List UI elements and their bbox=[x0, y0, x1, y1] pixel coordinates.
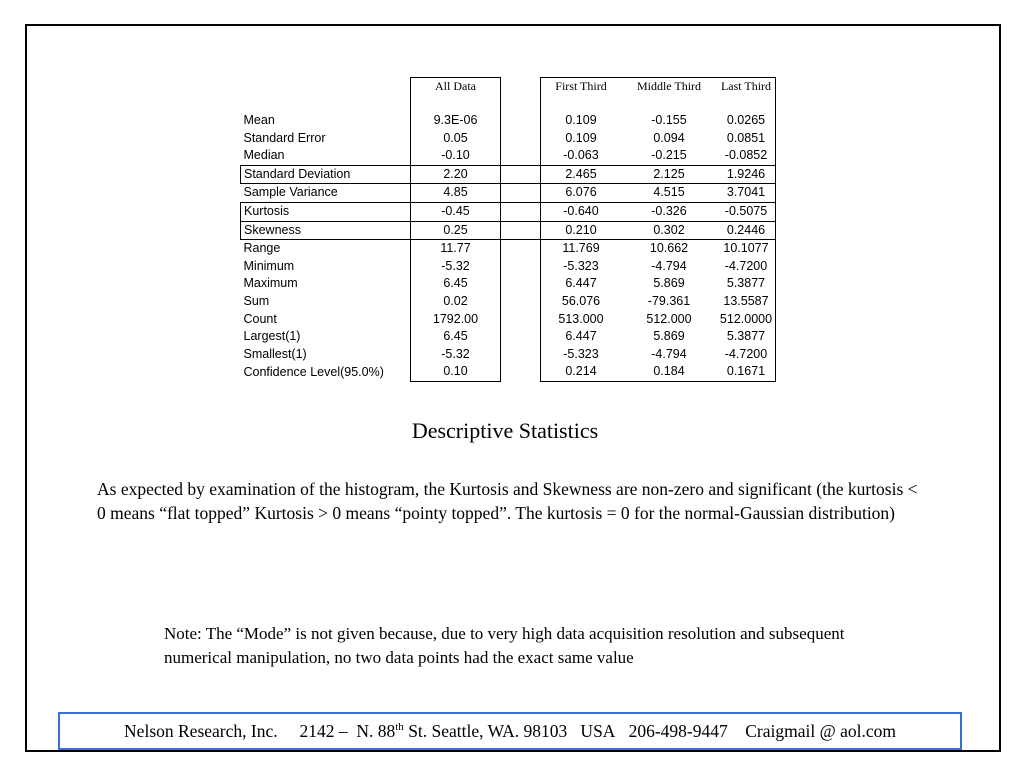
cell-first-third: -5.323 bbox=[541, 258, 622, 276]
spacer-all bbox=[411, 96, 501, 112]
table-row bbox=[241, 147, 776, 165]
cell-last-third: 13.5587 bbox=[717, 293, 776, 311]
cell-first-third: 6.076 bbox=[541, 184, 622, 203]
spacer-gap bbox=[501, 96, 541, 112]
table-row bbox=[241, 112, 776, 130]
cell-gap bbox=[501, 275, 541, 293]
descriptive-statistics-table bbox=[240, 77, 776, 382]
cell-gap bbox=[501, 346, 541, 364]
cell-all-data: 0.02 bbox=[411, 293, 501, 311]
footer-address: 2142 – N. 88th St. Seattle, WA. 98103 USA bbox=[299, 720, 616, 741]
cell-last-third: 5.3877 bbox=[717, 328, 776, 346]
header-label bbox=[241, 78, 411, 97]
cell-middle-third: 0.302 bbox=[621, 221, 717, 240]
table-row bbox=[241, 293, 776, 311]
cell-last-third: 0.2446 bbox=[717, 221, 776, 240]
cell-gap bbox=[501, 130, 541, 148]
cell-gap bbox=[501, 293, 541, 311]
table-row bbox=[241, 165, 776, 184]
footer-contact-bar bbox=[58, 712, 962, 750]
row-label: Range bbox=[243, 241, 281, 256]
cell-last-third: 0.0851 bbox=[717, 130, 776, 148]
cell-first-third: 513.000 bbox=[541, 311, 622, 329]
header-middle-third: Middle Third bbox=[621, 78, 717, 97]
table-row bbox=[241, 328, 776, 346]
table-row bbox=[241, 311, 776, 329]
cell-first-third: 2.465 bbox=[541, 165, 622, 184]
cell-middle-third: -4.794 bbox=[651, 346, 687, 361]
row-label: Sample Variance bbox=[243, 185, 338, 200]
cell-middle-third: -0.326 bbox=[621, 202, 717, 221]
cell-gap bbox=[501, 184, 541, 203]
footer-company: Nelson Research, Inc. bbox=[124, 720, 278, 741]
row-label: Largest(1) bbox=[243, 329, 301, 344]
cell-last-third: -0.5075 bbox=[717, 202, 776, 221]
cell-first-third: -5.323 bbox=[541, 346, 622, 364]
cell-all-data: 0.25 bbox=[411, 221, 501, 240]
spacer-middle bbox=[621, 96, 717, 112]
cell-last-third: -4.7200 bbox=[717, 258, 776, 276]
cell-middle-third: 5.869 bbox=[653, 329, 685, 344]
cell-first-third: 0.109 bbox=[541, 112, 622, 130]
row-label: Mean bbox=[243, 113, 275, 127]
cell-last-third: 5.3877 bbox=[717, 275, 776, 293]
row-label: Kurtosis bbox=[241, 202, 411, 221]
cell-last-third: -4.7200 bbox=[717, 346, 776, 364]
cell-gap bbox=[501, 112, 541, 130]
row-label: Standard Deviation bbox=[241, 165, 411, 184]
cell-gap bbox=[501, 165, 541, 184]
cell-first-third: 6.447 bbox=[541, 275, 622, 293]
cell-middle-third: 2.125 bbox=[621, 165, 717, 184]
row-label: Count bbox=[243, 311, 277, 326]
mode-note: Note: The “Mode” is not given because, due to very high data acquisition resolution and subsequent numerical manipulation, no two data points had the exact same value bbox=[164, 624, 845, 667]
cell-all-data: 6.45 bbox=[411, 328, 501, 346]
row-label: Sum bbox=[243, 293, 270, 308]
cell-middle-third: 512.000 bbox=[646, 311, 692, 326]
cell-middle-third: -0.155 bbox=[651, 113, 687, 127]
spacer-last bbox=[717, 96, 776, 112]
table-row bbox=[241, 346, 776, 364]
cell-all-data: -0.45 bbox=[411, 202, 501, 221]
cell-all-data: -5.32 bbox=[411, 346, 501, 364]
cell-gap bbox=[501, 221, 541, 240]
row-label: Maximum bbox=[243, 276, 298, 291]
cell-last-third: 0.1671 bbox=[717, 363, 776, 381]
cell-all-data: -5.32 bbox=[411, 258, 501, 276]
table-row bbox=[241, 363, 776, 381]
row-label: Minimum bbox=[243, 258, 295, 273]
cell-all-data: 2.20 bbox=[411, 165, 501, 184]
table-header-row bbox=[241, 78, 776, 97]
cell-first-third: -0.640 bbox=[541, 202, 622, 221]
cell-middle-third: 10.662 bbox=[649, 241, 689, 256]
header-gap bbox=[501, 78, 541, 97]
cell-middle-third: 0.094 bbox=[653, 130, 685, 145]
table-row bbox=[241, 202, 776, 221]
cell-all-data: 4.85 bbox=[411, 184, 501, 203]
cell-last-third: 3.7041 bbox=[717, 184, 776, 203]
header-last-third: Last Third bbox=[717, 78, 776, 97]
cell-gap bbox=[501, 147, 541, 165]
footer-phone: 206-498-9447 bbox=[628, 720, 728, 741]
row-label: Median bbox=[243, 148, 285, 163]
cell-first-third: -0.063 bbox=[541, 147, 622, 165]
cell-last-third: 1.9246 bbox=[717, 165, 776, 184]
cell-all-data: 6.45 bbox=[411, 275, 501, 293]
cell-first-third: 11.769 bbox=[541, 240, 622, 258]
row-label: Smallest(1) bbox=[243, 346, 307, 361]
cell-first-third: 6.447 bbox=[541, 328, 622, 346]
cell-last-third: -0.0852 bbox=[717, 147, 776, 165]
table-row bbox=[241, 258, 776, 276]
cell-last-third: 10.1077 bbox=[717, 240, 776, 258]
cell-gap bbox=[501, 328, 541, 346]
row-label: Confidence Level(95.0%) bbox=[243, 364, 384, 379]
cell-gap bbox=[501, 240, 541, 258]
cell-middle-third: 0.184 bbox=[621, 363, 717, 381]
cell-first-third: 0.109 bbox=[541, 130, 622, 148]
cell-gap bbox=[501, 202, 541, 221]
cell-middle-third: -0.215 bbox=[651, 148, 687, 163]
cell-all-data: -0.10 bbox=[411, 147, 501, 165]
cell-all-data: 11.77 bbox=[411, 240, 501, 258]
header-first-third: First Third bbox=[541, 78, 622, 97]
row-label: Standard Error bbox=[243, 130, 326, 145]
header-all-data: All Data bbox=[411, 78, 501, 97]
cell-first-third: 56.076 bbox=[541, 293, 622, 311]
cell-last-third: 0.0265 bbox=[717, 112, 776, 130]
table-row bbox=[241, 130, 776, 148]
spacer-label bbox=[241, 96, 411, 112]
cell-all-data: 0.10 bbox=[411, 363, 501, 381]
cell-gap bbox=[501, 363, 541, 381]
cell-middle-third: -79.361 bbox=[647, 293, 691, 308]
cell-first-third: 0.214 bbox=[541, 363, 622, 381]
explanation-paragraph: As expected by examination of the histogram, the Kurtosis and Skewness are non-zero and significant (the kurtosis < 0 means “flat topped” Kurtosis > 0 means “pointy topped”. The kurtosis = 0 for the normal-Gaussian distribution) bbox=[97, 479, 918, 523]
row-label: Skewness bbox=[241, 221, 411, 240]
cell-all-data: 9.3E-06 bbox=[411, 112, 501, 130]
cell-all-data: 1792.00 bbox=[411, 311, 501, 329]
table-spacer-row bbox=[241, 96, 776, 112]
page-title: Descriptive Statistics bbox=[411, 418, 599, 443]
cell-all-data: 0.05 bbox=[411, 130, 501, 148]
table-row bbox=[241, 240, 776, 258]
cell-first-third: 0.210 bbox=[541, 221, 622, 240]
footer-email: Craigmail @ aol.com bbox=[745, 720, 896, 741]
cell-middle-third: -4.794 bbox=[651, 258, 687, 273]
spacer-first bbox=[541, 96, 622, 112]
cell-gap bbox=[501, 258, 541, 276]
table-row bbox=[241, 275, 776, 293]
table-row bbox=[241, 184, 776, 203]
table-row bbox=[241, 221, 776, 240]
cell-gap bbox=[501, 311, 541, 329]
cell-middle-third: 4.515 bbox=[653, 185, 685, 200]
cell-middle-third: 5.869 bbox=[653, 276, 685, 291]
cell-last-third: 512.0000 bbox=[717, 311, 776, 329]
